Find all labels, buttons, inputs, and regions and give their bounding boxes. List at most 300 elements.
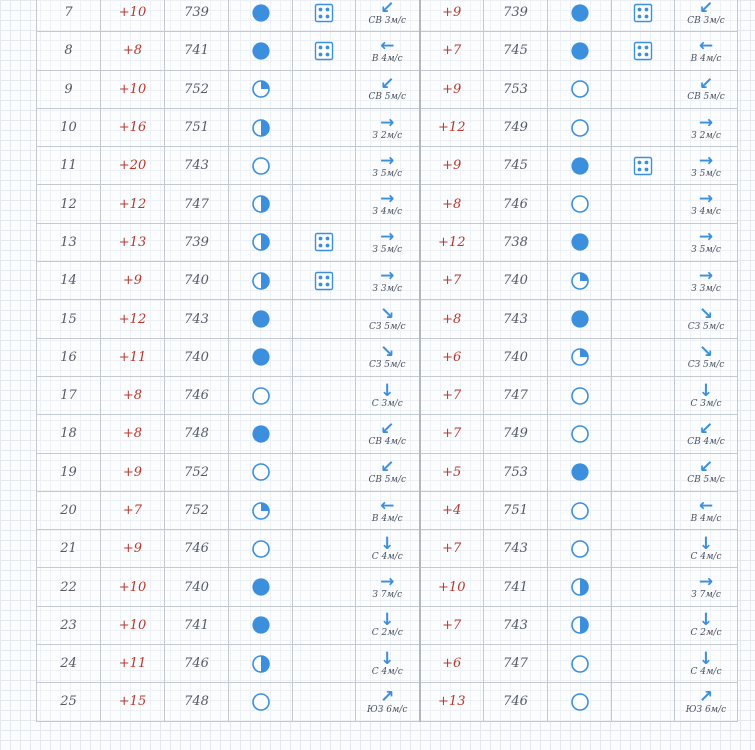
day-cloud-cover	[229, 70, 293, 108]
evening-temperature: +4	[420, 491, 484, 529]
wind-indicator	[356, 612, 419, 638]
day-cloud-cover	[229, 108, 293, 146]
wind-direction-arrow-icon: →	[380, 265, 395, 286]
evening-phenomena	[612, 108, 675, 146]
day-temperature: +15	[101, 683, 165, 721]
cloud-cover-empty-icon	[570, 424, 590, 444]
wind-direction-arrow-icon: ↘	[698, 342, 714, 363]
cloud-cover-half-icon	[251, 194, 271, 214]
wind-indicator	[356, 112, 419, 141]
evening-phenomena	[612, 606, 675, 644]
evening-cloud-cover	[548, 683, 612, 721]
precipitation-icon	[314, 271, 334, 291]
day-wind	[356, 0, 420, 32]
wind-direction-arrow-icon: ↙	[698, 74, 714, 95]
table-row	[37, 32, 738, 70]
cloud-cover-quarter-icon	[251, 501, 271, 521]
day-phenomena	[293, 223, 356, 261]
wind-direction-arrow-icon: ↙	[380, 74, 395, 95]
wind-label: В 4м/с	[371, 513, 403, 524]
day-pressure: 746	[165, 645, 229, 683]
day-cloud-cover	[229, 415, 293, 453]
wind-direction-arrow-icon: →	[380, 112, 395, 133]
day-wind	[356, 415, 420, 453]
wind-indicator	[675, 344, 737, 370]
evening-pressure: 743	[484, 530, 548, 568]
day-temperature: +10	[101, 606, 165, 644]
evening-temperature: +9	[420, 147, 484, 185]
cloud-cover-empty-icon	[251, 156, 271, 176]
precipitation-icon	[314, 41, 334, 61]
cloud-cover-empty-icon	[251, 692, 271, 712]
evening-pressure: 749	[484, 108, 548, 146]
cloud-cover-full-icon	[251, 347, 271, 367]
day-phenomena	[293, 568, 356, 606]
wind-indicator	[356, 229, 419, 255]
wind-indicator	[356, 191, 419, 217]
wind-indicator	[675, 459, 737, 485]
evening-temperature: +7	[420, 606, 484, 644]
evening-temperature: +7	[420, 32, 484, 70]
cloud-cover-half-icon	[251, 654, 271, 674]
evening-pressure: 747	[484, 645, 548, 683]
day-wind	[356, 223, 420, 261]
wind-label: СЗ 5м/с	[368, 322, 406, 333]
evening-pressure: 743	[484, 606, 548, 644]
day-pressure: 752	[165, 453, 229, 491]
cloud-cover-full-icon	[570, 462, 590, 482]
day-wind	[356, 530, 420, 568]
wind-indicator	[356, 76, 419, 102]
day-temperature: +16	[101, 108, 165, 146]
evening-pressure: 738	[484, 223, 548, 261]
wind-direction-arrow-icon: ↓	[698, 380, 714, 401]
wind-direction-arrow-icon: ←	[380, 495, 395, 516]
wind-direction-arrow-icon: →	[380, 150, 395, 171]
wind-indicator	[675, 306, 737, 332]
wind-direction-arrow-icon: ↓	[380, 648, 395, 669]
wind-label: СВ 5м/с	[368, 475, 407, 486]
cloud-cover-full-icon	[251, 41, 271, 61]
evening-temperature: +8	[420, 300, 484, 338]
evening-cloud-cover	[548, 32, 612, 70]
precipitation-icon	[633, 41, 653, 61]
wind-direction-arrow-icon: ↙	[698, 418, 714, 439]
evening-wind	[675, 645, 738, 683]
day-phenomena	[293, 376, 356, 414]
wind-indicator	[675, 150, 737, 179]
evening-phenomena	[612, 491, 675, 529]
day-pressure: 748	[165, 683, 229, 721]
day-wind	[356, 568, 420, 606]
day-cell: 19	[37, 453, 101, 491]
cloud-cover-full-icon	[251, 615, 271, 635]
evening-wind	[675, 453, 738, 491]
evening-pressure: 740	[484, 262, 548, 300]
wind-label: С 4м/с	[371, 666, 403, 677]
wind-indicator	[356, 35, 419, 64]
wind-direction-arrow-icon: ↘	[380, 304, 395, 325]
day-wind	[356, 645, 420, 683]
table-row	[37, 568, 738, 606]
day-pressure: 748	[165, 415, 229, 453]
wind-label: СВ 5м/с	[687, 92, 725, 103]
evening-phenomena	[612, 568, 675, 606]
evening-temperature: +7	[420, 415, 484, 453]
cloud-cover-half-icon	[570, 577, 590, 597]
wind-direction-arrow-icon: →	[698, 112, 714, 133]
cloud-cover-empty-icon	[570, 194, 590, 214]
day-wind	[356, 300, 420, 338]
wind-indicator	[356, 533, 419, 562]
evening-phenomena	[612, 32, 675, 70]
wind-indicator	[356, 418, 419, 447]
day-wind	[356, 147, 420, 185]
day-cloud-cover	[229, 453, 293, 491]
day-wind	[356, 108, 420, 146]
wind-direction-arrow-icon: →	[380, 227, 395, 248]
wind-direction-arrow-icon: ↓	[380, 533, 395, 554]
wind-direction-arrow-icon: ←	[698, 495, 714, 516]
table-row	[37, 683, 738, 721]
wind-direction-arrow-icon: ↓	[380, 610, 395, 631]
day-pressure: 741	[165, 606, 229, 644]
day-pressure: 739	[165, 223, 229, 261]
cloud-cover-quarter-icon	[251, 79, 271, 99]
day-cloud-cover	[229, 606, 293, 644]
day-wind	[356, 185, 420, 223]
evening-phenomena	[612, 262, 675, 300]
table-row	[37, 0, 738, 32]
day-phenomena	[293, 415, 356, 453]
wind-label: З 5м/с	[372, 168, 403, 179]
day-temperature: +11	[101, 645, 165, 683]
evening-temperature: +12	[420, 223, 484, 261]
wind-direction-arrow-icon: →	[380, 189, 395, 210]
wind-label: С 4м/с	[690, 551, 722, 562]
wind-indicator	[675, 112, 737, 141]
wind-label: З 2м/с	[691, 130, 721, 141]
day-temperature: +12	[101, 185, 165, 223]
day-wind	[356, 683, 420, 721]
evening-wind	[675, 262, 738, 300]
table-row	[37, 453, 738, 491]
wind-indicator	[675, 495, 737, 524]
table-row	[37, 491, 738, 529]
evening-wind	[675, 70, 738, 108]
evening-cloud-cover	[548, 415, 612, 453]
day-cell: 15	[37, 300, 101, 338]
wind-label: ЮЗ 6м/с	[367, 704, 408, 715]
cloud-cover-quarter-icon	[570, 271, 590, 291]
day-cell: 25	[37, 683, 101, 721]
table-row	[37, 70, 738, 108]
evening-cloud-cover	[548, 376, 612, 414]
day-pressure: 741	[165, 32, 229, 70]
wind-indicator	[356, 306, 419, 332]
wind-indicator	[675, 265, 737, 294]
precipitation-icon	[314, 3, 334, 23]
evening-temperature: +7	[420, 376, 484, 414]
evening-wind	[675, 338, 738, 376]
evening-phenomena	[612, 70, 675, 108]
cloud-cover-empty-icon	[570, 79, 590, 99]
wind-indicator	[675, 533, 737, 562]
cloud-cover-empty-icon	[570, 692, 590, 712]
evening-temperature: +10	[420, 568, 484, 606]
wind-direction-arrow-icon: ↗	[380, 686, 395, 707]
wind-label: В 4м/с	[690, 53, 722, 64]
cloud-cover-half-icon	[570, 615, 590, 635]
cloud-cover-full-icon	[251, 424, 271, 444]
evening-phenomena	[612, 300, 675, 338]
day-temperature: +9	[101, 453, 165, 491]
day-pressure: 747	[165, 185, 229, 223]
wind-label: СВ 3м/с	[368, 15, 407, 26]
wind-label: З 7м/с	[372, 590, 403, 601]
day-wind	[356, 453, 420, 491]
evening-pressure: 751	[484, 491, 548, 529]
cloud-cover-quarter-icon	[570, 347, 590, 367]
wind-label: З 4м/с	[691, 207, 721, 218]
day-pressure: 739	[165, 0, 229, 32]
wind-direction-arrow-icon: ↓	[698, 648, 714, 669]
day-cloud-cover	[229, 32, 293, 70]
wind-direction-arrow-icon: →	[698, 572, 714, 593]
evening-wind	[675, 108, 738, 146]
day-temperature: +8	[101, 415, 165, 453]
table-row	[37, 147, 738, 185]
day-cell: 21	[37, 530, 101, 568]
day-cell: 11	[37, 147, 101, 185]
wind-direction-arrow-icon: ↘	[698, 304, 714, 325]
wind-label: СВ 5м/с	[687, 475, 725, 486]
day-cloud-cover	[229, 568, 293, 606]
wind-label: З 5м/с	[691, 245, 721, 256]
wind-indicator	[356, 344, 419, 370]
day-cell: 16	[37, 338, 101, 376]
day-temperature: +9	[101, 262, 165, 300]
wind-label: ЮЗ 6м/с	[685, 704, 727, 715]
table-row	[37, 185, 738, 223]
day-cell: 7	[37, 0, 101, 32]
day-cell: 8	[37, 32, 101, 70]
cloud-cover-empty-icon	[251, 386, 271, 406]
evening-pressure: 747	[484, 376, 548, 414]
day-phenomena	[293, 645, 356, 683]
wind-direction-arrow-icon: ←	[698, 35, 714, 56]
wind-indicator	[675, 686, 737, 715]
wind-label: В 4м/с	[371, 53, 403, 64]
evening-cloud-cover	[548, 262, 612, 300]
evening-phenomena	[612, 530, 675, 568]
evening-wind	[675, 606, 738, 644]
wind-indicator	[675, 0, 737, 26]
evening-pressure: 745	[484, 147, 548, 185]
wind-direction-arrow-icon: →	[380, 572, 395, 593]
wind-indicator	[675, 191, 737, 217]
evening-wind	[675, 185, 738, 223]
table-row	[37, 300, 738, 338]
day-cell: 9	[37, 70, 101, 108]
table-body	[37, 0, 738, 721]
day-temperature: +13	[101, 223, 165, 261]
day-cloud-cover	[229, 338, 293, 376]
table-row	[37, 262, 738, 300]
cloud-cover-half-icon	[251, 271, 271, 291]
day-cell: 18	[37, 415, 101, 453]
cloud-cover-half-icon	[251, 232, 271, 252]
day-phenomena	[293, 147, 356, 185]
day-temperature: +8	[101, 376, 165, 414]
day-temperature: +11	[101, 338, 165, 376]
cloud-cover-full-icon	[570, 309, 590, 329]
wind-label: С 2м/с	[690, 628, 722, 639]
evening-temperature: +9	[420, 70, 484, 108]
day-pressure: 740	[165, 338, 229, 376]
day-cell: 10	[37, 108, 101, 146]
wind-label: В 4м/с	[690, 513, 722, 524]
evening-phenomena	[612, 185, 675, 223]
wind-label: СВ 5м/с	[368, 92, 407, 103]
wind-indicator	[356, 495, 419, 524]
wind-direction-arrow-icon: ↙	[698, 0, 714, 18]
wind-label: С 3м/с	[371, 398, 403, 409]
precipitation-icon	[633, 3, 653, 23]
evening-wind	[675, 32, 738, 70]
cloud-cover-empty-icon	[570, 386, 590, 406]
evening-cloud-cover	[548, 185, 612, 223]
evening-wind	[675, 300, 738, 338]
evening-wind	[675, 568, 738, 606]
wind-direction-arrow-icon: ↙	[380, 0, 395, 18]
day-temperature: +10	[101, 568, 165, 606]
wind-label: З 3м/с	[691, 283, 721, 294]
day-cloud-cover	[229, 530, 293, 568]
day-pressure: 743	[165, 300, 229, 338]
evening-phenomena	[612, 683, 675, 721]
evening-cloud-cover	[548, 530, 612, 568]
cloud-cover-empty-icon	[251, 539, 271, 559]
wind-label: С 2м/с	[371, 628, 403, 639]
table-row	[37, 606, 738, 644]
wind-direction-arrow-icon: ↓	[380, 380, 395, 401]
cloud-cover-full-icon	[570, 41, 590, 61]
day-temperature: +12	[101, 300, 165, 338]
day-wind	[356, 606, 420, 644]
evening-wind	[675, 223, 738, 261]
evening-cloud-cover	[548, 0, 612, 32]
day-phenomena	[293, 70, 356, 108]
cloud-cover-empty-icon	[251, 462, 271, 482]
wind-label: З 4м/с	[372, 207, 403, 218]
wind-label: З 3м/с	[372, 283, 403, 294]
day-pressure: 746	[165, 530, 229, 568]
evening-pressure: 740	[484, 338, 548, 376]
evening-temperature: +7	[420, 262, 484, 300]
day-cell: 20	[37, 491, 101, 529]
evening-wind	[675, 530, 738, 568]
cloud-cover-empty-icon	[570, 118, 590, 138]
evening-cloud-cover	[548, 491, 612, 529]
wind-direction-arrow-icon: ←	[380, 35, 395, 56]
evening-pressure: 749	[484, 415, 548, 453]
day-cloud-cover	[229, 0, 293, 32]
wind-label: СВ 4м/с	[687, 436, 725, 447]
wind-indicator	[675, 76, 737, 102]
wind-direction-arrow-icon: ↓	[698, 533, 714, 554]
evening-wind	[675, 376, 738, 414]
weather-diary-table	[36, 0, 738, 722]
day-cell: 23	[37, 606, 101, 644]
evening-temperature: +8	[420, 185, 484, 223]
day-phenomena	[293, 491, 356, 529]
wind-direction-arrow-icon: ↗	[698, 686, 714, 707]
day-cloud-cover	[229, 185, 293, 223]
table-row	[37, 338, 738, 376]
evening-wind	[675, 491, 738, 529]
evening-wind	[675, 683, 738, 721]
day-phenomena	[293, 262, 356, 300]
day-temperature: +10	[101, 0, 165, 32]
day-phenomena	[293, 606, 356, 644]
day-cloud-cover	[229, 262, 293, 300]
wind-direction-arrow-icon: ↘	[380, 342, 395, 363]
wind-direction-arrow-icon: ↙	[698, 457, 714, 478]
day-cloud-cover	[229, 683, 293, 721]
wind-indicator	[675, 380, 737, 409]
cloud-cover-full-icon	[570, 3, 590, 23]
day-pressure: 743	[165, 147, 229, 185]
day-cloud-cover	[229, 223, 293, 261]
wind-indicator	[356, 265, 419, 294]
evening-pressure: 739	[484, 0, 548, 32]
day-pressure: 740	[165, 568, 229, 606]
wind-label: СЗ 5м/с	[368, 360, 406, 371]
day-cell: 12	[37, 185, 101, 223]
day-phenomena	[293, 32, 356, 70]
table-row	[37, 530, 738, 568]
wind-indicator	[675, 648, 737, 677]
day-phenomena	[293, 0, 356, 32]
wind-indicator	[675, 229, 737, 255]
day-pressure: 752	[165, 70, 229, 108]
evening-pressure: 741	[484, 568, 548, 606]
day-temperature: +7	[101, 491, 165, 529]
day-phenomena	[293, 185, 356, 223]
day-cloud-cover	[229, 645, 293, 683]
day-wind	[356, 70, 420, 108]
wind-label: З 2м/с	[372, 130, 403, 141]
cloud-cover-full-icon	[251, 309, 271, 329]
evening-cloud-cover	[548, 223, 612, 261]
day-cloud-cover	[229, 147, 293, 185]
wind-direction-arrow-icon: →	[698, 227, 714, 248]
wind-label: СВ 3м/с	[687, 15, 725, 26]
wind-label: СВ 4м/с	[368, 436, 407, 447]
evening-pressure: 743	[484, 300, 548, 338]
evening-phenomena	[612, 147, 675, 185]
day-phenomena	[293, 338, 356, 376]
day-cloud-cover	[229, 376, 293, 414]
wind-label: СЗ 5м/с	[687, 322, 725, 333]
wind-label: СЗ 5м/с	[687, 360, 725, 371]
day-pressure: 751	[165, 108, 229, 146]
evening-cloud-cover	[548, 147, 612, 185]
day-wind	[356, 338, 420, 376]
day-cloud-cover	[229, 300, 293, 338]
wind-direction-arrow-icon: →	[698, 265, 714, 286]
